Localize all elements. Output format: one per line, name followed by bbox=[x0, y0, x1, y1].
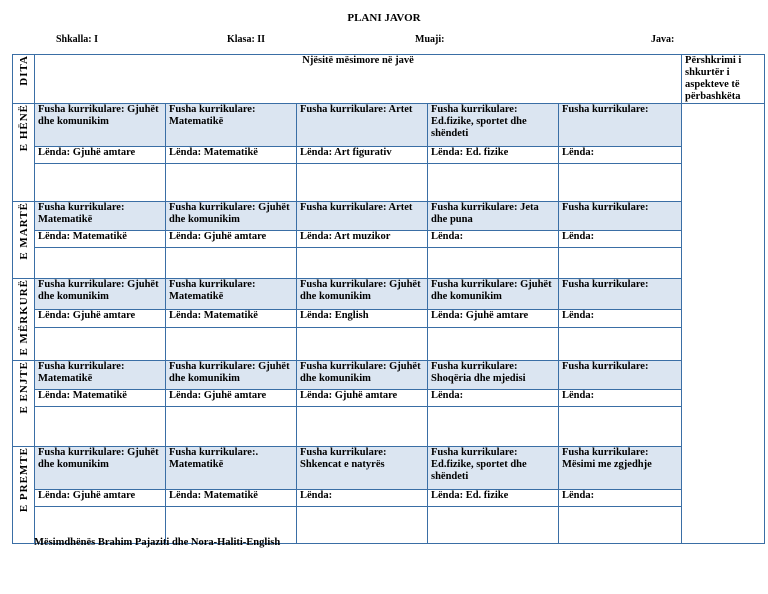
fusha-cell: Fusha kurrikulare: Gjuhët dhe komunikim bbox=[166, 360, 297, 389]
empty-cell bbox=[166, 248, 297, 279]
lenda-cell: Lënda: Art muzikor bbox=[297, 231, 428, 248]
fusha-cell: Fusha kurrikulare: bbox=[559, 279, 682, 310]
lenda-cell: Lënda: Matematikë bbox=[166, 309, 297, 327]
fusha-row bbox=[13, 279, 765, 310]
lenda-cell: Lënda: Gjuhë amtare bbox=[297, 389, 428, 406]
empty-cell bbox=[559, 506, 682, 543]
empty-cell bbox=[35, 248, 166, 279]
empty-cell bbox=[297, 506, 428, 543]
notes-column bbox=[682, 104, 765, 544]
empty-cell bbox=[428, 248, 559, 279]
fusha-cell: Fusha kurrikulare: Shoqëria dhe mjedisi bbox=[428, 360, 559, 389]
lenda-row bbox=[13, 147, 765, 164]
day-label: E PREMTE bbox=[17, 446, 30, 512]
dita-header: DITA bbox=[17, 55, 30, 86]
empty-cell bbox=[428, 327, 559, 360]
day-label: E ENJTE bbox=[17, 360, 30, 414]
empty-cell bbox=[428, 406, 559, 446]
fusha-cell: Fusha kurrikulare: Gjuhët dhe komunikim bbox=[297, 360, 428, 389]
lenda-cell: Lënda: bbox=[559, 231, 682, 248]
empty-cell bbox=[35, 327, 166, 360]
lenda-row bbox=[13, 489, 765, 506]
fusha-row bbox=[13, 202, 765, 231]
fusha-cell: Fusha kurrikulare: Gjuhët dhe komunikim bbox=[428, 279, 559, 310]
fusha-cell: Fusha kurrikulare: Matematikë bbox=[35, 360, 166, 389]
muaji-field: Muaji: bbox=[415, 34, 445, 45]
java-field: Java: bbox=[651, 34, 675, 45]
notes-header: Përshkrimi i shkurtër i aspekteve të përbashkëta bbox=[682, 55, 765, 104]
notes-row bbox=[13, 164, 765, 202]
notes-row bbox=[13, 406, 765, 446]
empty-cell bbox=[166, 164, 297, 202]
teacher-signature: Mësimdhënës Brahim Pajaziti dhe Nora-Haliti-English bbox=[34, 537, 281, 548]
lenda-cell: Lënda: Gjuhë amtare bbox=[428, 309, 559, 327]
weekly-plan-table bbox=[12, 54, 765, 544]
fusha-cell: Fusha kurrikulare: Ed.fizike, sportet dhe shëndeti bbox=[428, 446, 559, 489]
empty-cell bbox=[35, 406, 166, 446]
lenda-row bbox=[13, 389, 765, 406]
fusha-cell: Fusha kurrikulare: Mësimi me zgjedhje bbox=[559, 446, 682, 489]
empty-cell bbox=[559, 406, 682, 446]
lenda-cell: Lënda: Gjuhë amtare bbox=[166, 231, 297, 248]
notes-row bbox=[13, 327, 765, 360]
empty-cell bbox=[559, 327, 682, 360]
day-cell bbox=[13, 104, 35, 202]
fusha-cell: Fusha kurrikulare:. Matematikë bbox=[166, 446, 297, 489]
lenda-row bbox=[13, 231, 765, 248]
fusha-cell: Fusha kurrikulare: Artet bbox=[297, 104, 428, 147]
lenda-cell: Lënda: bbox=[297, 489, 428, 506]
fusha-cell: Fusha kurrikulare: Matematikë bbox=[166, 104, 297, 147]
units-header: Njësitë mësimore në javë bbox=[35, 55, 682, 104]
day-cell bbox=[13, 360, 35, 446]
lenda-cell: Lënda: bbox=[559, 147, 682, 164]
day-cell bbox=[13, 446, 35, 543]
fusha-row bbox=[13, 360, 765, 389]
fusha-cell: Fusha kurrikulare: bbox=[559, 104, 682, 147]
shkalla-field: Shkalla: I bbox=[56, 34, 98, 45]
notes-row bbox=[13, 248, 765, 279]
lenda-cell: Lënda: Gjuhë amtare bbox=[35, 147, 166, 164]
empty-cell bbox=[166, 327, 297, 360]
fusha-cell: Fusha kurrikulare: bbox=[559, 202, 682, 231]
empty-cell bbox=[559, 164, 682, 202]
fusha-cell: Fusha kurrikulare: Artet bbox=[297, 202, 428, 231]
lenda-cell: Lënda: Ed. fizike bbox=[428, 489, 559, 506]
empty-cell bbox=[559, 248, 682, 279]
lenda-cell: Lënda: bbox=[559, 309, 682, 327]
empty-cell bbox=[297, 327, 428, 360]
empty-cell bbox=[35, 164, 166, 202]
lenda-cell: Lënda: Gjuhë amtare bbox=[35, 489, 166, 506]
lenda-cell: Lënda: Gjuhë amtare bbox=[166, 389, 297, 406]
lenda-cell: Lënda: Ed. fizike bbox=[428, 147, 559, 164]
fusha-cell: Fusha kurrikulare: Ed.fizike, sportet dhe shëndeti bbox=[428, 104, 559, 147]
day-label: E MARTË bbox=[17, 202, 30, 260]
fusha-cell: Fusha kurrikulare: Matematikë bbox=[35, 202, 166, 231]
fusha-cell: Fusha kurrikulare: Jeta dhe puna bbox=[428, 202, 559, 231]
empty-cell bbox=[428, 506, 559, 543]
lenda-cell: Lënda: Matematikë bbox=[35, 231, 166, 248]
lenda-row bbox=[13, 309, 765, 327]
day-cell bbox=[13, 202, 35, 279]
lenda-cell: Lënda: bbox=[428, 231, 559, 248]
document-title: PLANI JAVOR bbox=[347, 12, 421, 24]
lenda-cell: Lënda: Matematikë bbox=[35, 389, 166, 406]
fusha-cell: Fusha kurrikulare: bbox=[559, 360, 682, 389]
lenda-cell: Lënda: Art figurativ bbox=[297, 147, 428, 164]
fusha-row bbox=[13, 446, 765, 489]
empty-cell bbox=[297, 164, 428, 202]
fusha-cell: Fusha kurrikulare: Gjuhët dhe komunikim bbox=[166, 202, 297, 231]
empty-cell bbox=[166, 406, 297, 446]
fusha-cell: Fusha kurrikulare: Gjuhët dhe komunikim bbox=[297, 279, 428, 310]
lenda-cell: Lënda: Matematikë bbox=[166, 489, 297, 506]
lenda-cell: Lënda: English bbox=[297, 309, 428, 327]
fusha-row bbox=[13, 104, 765, 147]
lenda-cell: Lënda: bbox=[428, 389, 559, 406]
day-label: E MËRKURË bbox=[17, 279, 30, 356]
empty-cell bbox=[297, 248, 428, 279]
fusha-cell: Fusha kurrikulare: Matematikë bbox=[166, 279, 297, 310]
fusha-cell: Fusha kurrikulare: Gjuhët dhe komunikim bbox=[35, 104, 166, 147]
lenda-cell: Lënda: bbox=[559, 389, 682, 406]
lenda-cell: Lënda: Gjuhë amtare bbox=[35, 309, 166, 327]
fusha-cell: Fusha kurrikulare: Gjuhët dhe komunikim bbox=[35, 446, 166, 489]
day-label: E HËNË bbox=[17, 104, 30, 152]
lenda-cell: Lënda: Matematikë bbox=[166, 147, 297, 164]
lenda-cell: Lënda: bbox=[559, 489, 682, 506]
empty-cell bbox=[428, 164, 559, 202]
klasa-field: Klasa: II bbox=[227, 34, 266, 45]
empty-cell bbox=[297, 406, 428, 446]
fusha-cell: Fusha kurrikulare: Gjuhët dhe komunikim bbox=[35, 279, 166, 310]
dita-header-cell bbox=[13, 55, 35, 104]
day-cell bbox=[13, 279, 35, 361]
fusha-cell: Fusha kurrikulare: Shkencat e natyrës bbox=[297, 446, 428, 489]
